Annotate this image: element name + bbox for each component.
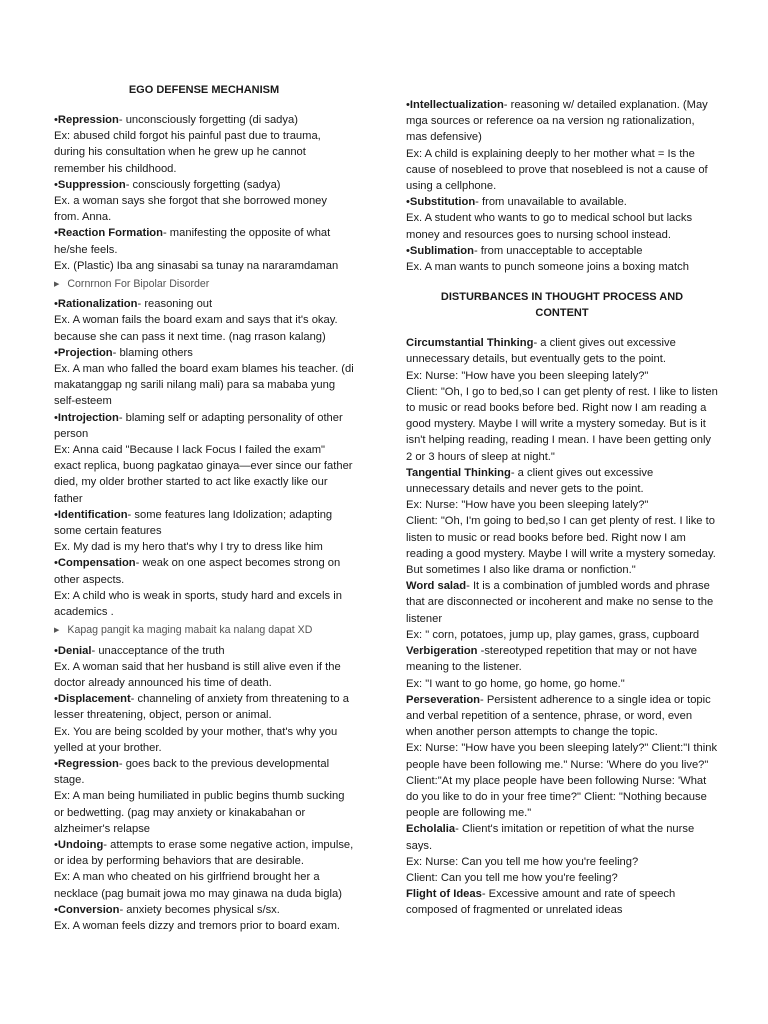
definition: - blaming self or adapting personality of other person <box>54 411 343 440</box>
entry-example: Ex. A student who wants to go to medical school but lacks money and resources goes to nursing school instead. <box>406 212 693 241</box>
definition: - unconsciously forgetting (di sadya) <box>118 114 298 126</box>
disturbance-example: Ex: "I want to go home, go home, go home." <box>406 677 625 690</box>
ego-defense-list-continued <box>406 97 718 275</box>
bullet-icon: • <box>406 196 410 209</box>
bullet-icon: • <box>54 114 58 126</box>
entry-definition <box>54 112 354 128</box>
bullet-icon: • <box>54 644 58 657</box>
defense-entry <box>54 112 354 177</box>
disturbance-entry <box>406 692 718 822</box>
bullet-icon: • <box>54 298 58 311</box>
defense-entry <box>54 643 354 692</box>
side-note <box>54 276 354 293</box>
arrow-bullet-icon: ▶ <box>54 627 60 635</box>
term: Perseveration <box>406 693 481 706</box>
defense-entry <box>54 555 354 620</box>
disturbance-entry <box>406 335 718 465</box>
entry-definition <box>54 296 354 312</box>
definition: - a client gives out excessive unnecessary details, but eventually gets to the point. <box>406 337 676 366</box>
bullet-icon: • <box>54 346 58 359</box>
definition: - Client's imitation or repetition of what the nurse says. <box>406 823 695 852</box>
entry-definition <box>54 555 354 587</box>
term: Compensation <box>57 557 136 570</box>
definition: - reasoning w/ detailed explanation. (May mga sources or reference oa na version ng rationalization, mas defensive) <box>406 99 708 144</box>
entry-example: Ex. A man who falled the board exam blames his teacher. (di makatanggap ng sarili nilang mali) para sa mababa yung self-esteem <box>54 363 354 408</box>
entry-definition <box>406 821 718 853</box>
defense-entry <box>54 507 354 556</box>
section-title-disturbances: DISTURBANCES IN THOUGHT PROCESS AND CONTENT <box>440 291 684 320</box>
entry-definition <box>54 225 354 257</box>
entry-definition <box>54 345 354 361</box>
disturbance-example: Ex: Nurse: "How have you been sleeping lately?" <box>406 499 649 512</box>
definition: - consciously forgetting (sadya) <box>125 178 281 191</box>
disturbance-entry <box>406 465 718 578</box>
disturbance-entry <box>406 643 718 692</box>
entry-definition <box>54 507 354 539</box>
definition: - Persistent adherence to a single idea or topic and verbal repetition of a sentence, phrase, or word, even when another person attempts to change the topic. <box>406 693 711 739</box>
entry-definition <box>406 335 718 367</box>
bullet-icon: • <box>54 508 58 521</box>
entry-definition <box>54 691 354 723</box>
disturbance-example: Client: Can you tell me how you're feeling? <box>406 871 618 884</box>
term: Intellectualization <box>409 99 504 111</box>
term: Substitution <box>409 196 476 209</box>
section-title-ego-defense: EGO DEFENSE MECHANISM <box>128 84 280 96</box>
term: Tangential Thinking <box>406 466 511 479</box>
entry-definition <box>54 410 354 442</box>
definition: - unacceptance of the truth <box>91 644 225 657</box>
entry-definition <box>406 194 718 210</box>
defense-entry <box>54 177 354 226</box>
disturbances-list <box>406 335 718 918</box>
entry-example: Ex. A man wants to punch someone joins a boxing match <box>406 261 689 274</box>
bullet-icon: • <box>54 227 58 240</box>
entry-example: Ex. A woman fails the board exam and says that it's okay. because she can pass it next time. (nag rrason kalang) <box>54 314 338 343</box>
entry-definition <box>54 902 354 918</box>
entry-definition <box>406 465 718 497</box>
disturbance-example: Client: "Oh, I'm going to bed,so I can get plenty of rest. I like to listen to music or read books before bed. Right now I am reading a good mystery. Maybe I will write a mystery someday. But sometimes I also like drama or nonfiction." <box>406 515 716 577</box>
definition: - manifesting the opposite of what he/she feels. <box>54 227 331 256</box>
disturbance-example: Ex: Nurse: "How have you been sleeping lately?" Client:"I think people have been following me." Nurse: 'Where do you live?" <box>406 742 718 771</box>
note-text: Cornrnon For Bipolar Disorder <box>67 278 210 291</box>
ego-defense-list <box>54 112 354 934</box>
entry-example: Ex. a woman says she forgot that she borrowed money from. Anna. <box>54 195 327 224</box>
definition: - from unavailable to available. <box>475 196 627 209</box>
definition: - anxiety becomes physical s/sx. <box>119 903 280 916</box>
entry-example: Ex: abused child forgot his painful past due to trauma, during his consultation when he grew up he cannot remember his childhood. <box>54 130 321 175</box>
bullet-icon: • <box>54 903 58 916</box>
note-text: Kapag pangit ka maging mabait ka nalang dapat XD <box>67 624 313 637</box>
defense-entry <box>406 194 718 243</box>
entry-definition <box>406 578 718 627</box>
entry-example: Ex: A child who is weak in sports, study hard and excels in academics . <box>54 589 342 619</box>
disturbance-example: Ex: Nurse: "How have you been sleeping lately?" <box>406 369 649 382</box>
term: Verbigeration <box>406 645 478 658</box>
entry-definition <box>54 177 354 193</box>
term: Regression <box>57 757 119 770</box>
defense-entry <box>54 902 354 934</box>
bullet-icon: • <box>54 557 58 570</box>
term: Denial <box>57 644 92 657</box>
defense-entry <box>54 837 354 902</box>
entry-definition <box>54 756 354 788</box>
term: Reaction Formation <box>57 227 163 240</box>
defense-entry <box>54 225 354 274</box>
term: Suppression <box>57 178 126 191</box>
term: Projection <box>57 346 113 359</box>
disturbance-entry <box>406 821 718 886</box>
term: Word salad <box>406 580 467 593</box>
entry-definition <box>406 643 718 675</box>
definition: - It is a combination of jumbled words and phrase that are disconnected or incoherent and make no sense to the listener <box>406 580 714 625</box>
disturbance-entry <box>406 886 718 918</box>
disturbance-entry <box>406 578 718 643</box>
bullet-icon: • <box>54 838 58 851</box>
definition: - weak on one aspect becomes strong on other aspects. <box>54 557 341 586</box>
defense-entry <box>406 97 718 194</box>
entry-definition <box>54 643 354 659</box>
definition: - Excessive amount and rate of speech composed of fragmented or unrelated ideas <box>406 888 676 917</box>
definition: - reasoning out <box>137 298 213 311</box>
entry-example: Ex: A child is explaining deeply to her mother what = Is the cause of nosebleed to prove that nosebleed is not a cause of using a cellphone. <box>406 147 708 193</box>
definition: - goes back to the previous developmental stage. <box>54 757 330 787</box>
term: Flight of Ideas <box>406 888 482 901</box>
entry-example: Ex. (Plastic) Iba ang sinasabi sa tunay na nararamdaman <box>54 259 339 272</box>
left-column <box>54 0 354 934</box>
entry-definition <box>406 243 718 259</box>
right-column <box>406 0 718 919</box>
definition: - blaming others <box>112 346 193 359</box>
side-note <box>54 622 354 639</box>
entry-example: Ex: A man who cheated on his girlfriend brought her a necklace (pag bumait jowa mo may ginawa na duda bigla) <box>54 871 342 900</box>
entry-definition <box>54 837 354 869</box>
entry-example: Ex. A woman said that her husband is still alive even if the doctor already announced his time of death. <box>54 660 341 689</box>
bullet-icon: • <box>406 244 410 257</box>
term: Sublimation <box>409 244 474 257</box>
entry-definition <box>406 692 718 741</box>
definition: - channeling of anxiety from threatening to a lesser threatening, object, person or animal. <box>54 693 349 722</box>
entry-example: Ex: A man being humiliated in public begins thumb sucking or bedwetting. (pag may anxiety or kinakabahan or alzheimer's relapse <box>54 790 345 835</box>
disturbance-example: Client:"At my place people have been following Nurse: 'What do you like to do in your free time?" Client: "Nothing because people are following me." <box>406 774 707 820</box>
definition: - some features lang Idolization; adapting some certain features <box>54 508 333 538</box>
term: Introjection <box>57 411 119 424</box>
defense-entry <box>54 410 354 507</box>
term: Circumstantial Thinking <box>406 337 534 350</box>
definition: - from unacceptable to acceptable <box>473 244 643 257</box>
defense-entry <box>406 243 718 275</box>
entry-example: Ex. My dad is my hero that's why I try to dress like him <box>54 541 323 554</box>
entry-example: Ex. A woman feels dizzy and tremors prior to board exam. <box>54 919 341 932</box>
disturbance-example: Ex: " corn, potatoes, jump up, play games, grass, cupboard <box>406 628 700 641</box>
bullet-icon: • <box>54 757 58 770</box>
defense-entry <box>54 296 354 345</box>
bullet-icon: • <box>54 693 58 706</box>
definition: - attempts to erase some negative action, impulse, or idea by performing behaviors that are desirable. <box>54 838 354 868</box>
defense-entry <box>54 345 354 410</box>
disturbance-example: Ex: Nurse: Can you tell me how you're feeling? <box>406 855 639 868</box>
entry-example: Ex: Anna caid "Because I lack Focus I failed the exam" exact replica, buong pagkatao ginaya—ever since our father died, my older brother started to act like exactly like our father <box>54 444 353 505</box>
term: Rationalization <box>57 298 138 311</box>
definition: - a client gives out excessive unnecessary details and never gets to the point. <box>406 466 654 496</box>
defense-entry <box>54 691 354 756</box>
entry-definition <box>406 886 718 918</box>
term: Repression <box>57 114 119 126</box>
term: Undoing <box>57 838 104 851</box>
defense-entry <box>54 756 354 837</box>
term: Echolalia <box>406 823 456 836</box>
bullet-icon: • <box>406 99 410 111</box>
disturbance-example: Client: "Oh, I go to bed,so I can get plenty of rest. I like to listen to music or read books before bed. Right now I am reading a good mystery. Maybe I will write a mystery someday. But is it isn't helping reading, reading I mean. I have been getting only 2 or 3 hours of sleep at night." <box>406 385 718 463</box>
entry-example: Ex. You are being scolded by your mother, that's why you yelled at your brother. <box>54 725 338 754</box>
bullet-icon: • <box>54 178 58 191</box>
arrow-bullet-icon: ▶ <box>54 281 60 289</box>
bullet-icon: • <box>54 411 58 424</box>
definition: -stereotyped repetition that may or not have meaning to the listener. <box>406 645 698 674</box>
term: Identification <box>57 508 128 521</box>
term: Conversion <box>57 903 120 916</box>
entry-definition <box>406 97 718 146</box>
term: Displacement <box>57 693 131 706</box>
